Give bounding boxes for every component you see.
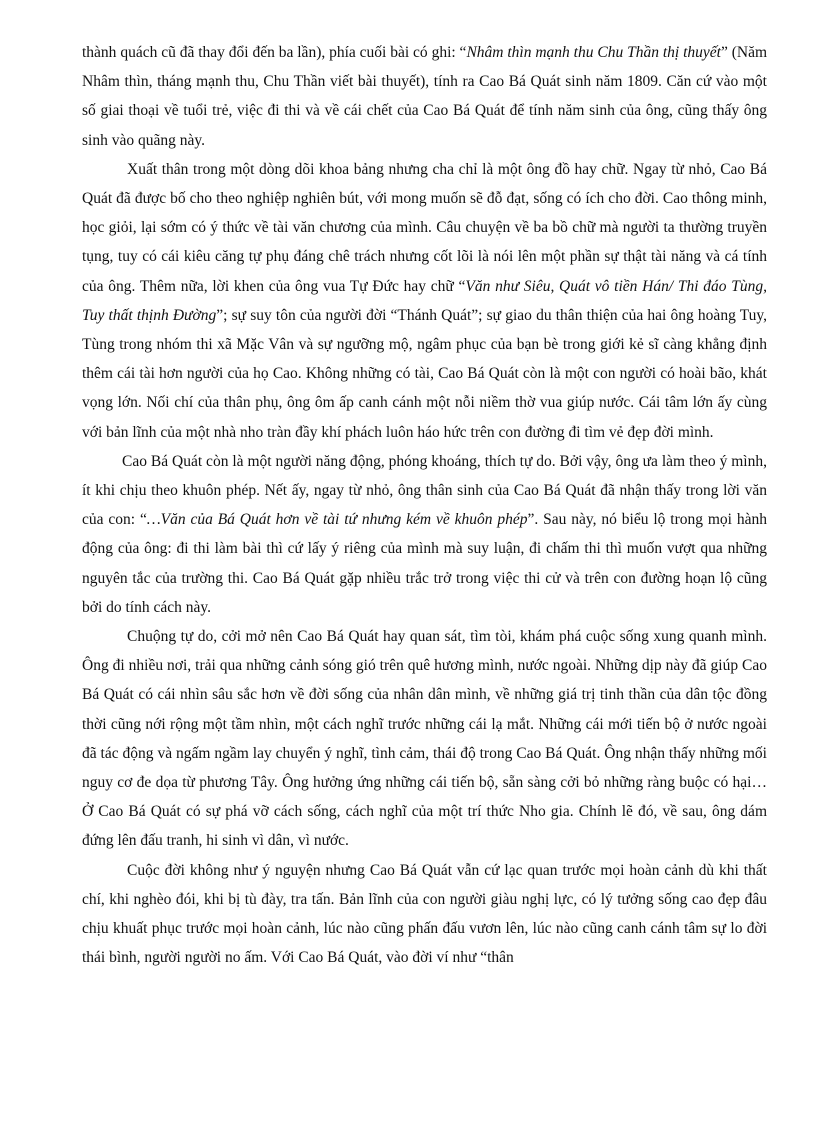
- text-run: ”. Sau này, nó biểu lộ trong mọi hành động của ông: đi thi làm bài thì cứ lấy ý riêng của mình mà suy luận, đi chấm thi thì muốn vượt qua những nguyên tắc của trường thi. Cao Bá Quát gặp nhiều trắc trở trong việc thi cử và trên con đường hoạn lộ cũng bởi do tính cách này.: [82, 511, 767, 616]
- text-run: Chuộng tự do, cởi mở nên Cao Bá Quát hay quan sát, tìm tòi, khám phá cuộc sống xung quanh mình. Ông đi nhiều nơi, trải qua những cảnh sóng gió trên quê hương mình, nước ngoài. Những dịp này đã giúp Cao Bá Quát có cái nhìn sâu sắc hơn về đời sống của nhân dân mình, về những giá trị tinh thần của dân tộc đồng thời cũng nới rộng một tầm nhìn, một cách nghĩ trước những cái lạ mắt. Những cái mới tiến bộ ở nước ngoài đã tác động và ngấm ngầm lay chuyển ý nghĩ, tình cảm, thái độ trong Cao Bá Quát. Ông nhận thấy những mối nguy cơ đe dọa từ phương Tây. Ông hưởng ứng những cái tiến bộ, sẵn sàng cởi bỏ những ràng buộc có hại… Ở Cao Bá Quát có sự phá vỡ cách sống, cách nghĩ của một trí thức Nho gia. Chính lẽ đó, về sau, ông dám đứng lên đấu tranh, hi sinh vì dân, vì nước.: [82, 628, 767, 850]
- text-run: thành quách cũ đã thay đổi đến ba lần), phía cuối bài có ghi: “: [82, 44, 467, 61]
- text-run: Xuất thân trong một dòng dõi khoa bảng nhưng cha chỉ là một ông đồ hay chữ. Ngay từ nhỏ, Cao Bá Quát đã được bố cho theo nghiệp nghiên bút, với mong muốn sẽ đỗ đạt, sống có ích cho đời. Cao thông minh, học giỏi, lại sớm có ý thức về tài văn chương của mình. Câu chuyện về ba bồ chữ mà người ta thường truyền tụng, tuy có cái kiêu căng tự phụ đáng chê trách nhưng cốt lõi là nói lên một phần sự thật tài năng và cá tính của ông. Thêm nữa, lời khen của ông vua Tự Đức hay chữ “: [82, 160, 767, 295]
- paragraph: [82, 447, 767, 622]
- text-run: Cao Bá Quát còn là một người năng động, phóng khoáng, thích tự do. Bởi vậy, ông ưa làm theo ý mình, ít khi chịu theo khuôn phép. Nết ấy, ngay từ nhỏ, ông thân sinh của Cao Bá Quát đã nhận thấy trong lời văn của con: “: [82, 452, 767, 529]
- text-run: Cuộc đời không như ý nguyện nhưng Cao Bá Quát vẫn cứ lạc quan trước mọi hoàn cảnh dù khi thất chí, khi nghèo đói, khi bị tù đày, tra tấn. Bản lĩnh của con người giàu nghị lực, có lý tưởng sống cao đẹp đâu chịu khuất phục trước mọi hoàn cảnh, lúc nào cũng phấn đấu vươn lên, lúc nào cũng canh cánh tâm sự lo đời thái bình, người người no ấm. Với Cao Bá Quát, vào đời ví như “thân: [82, 861, 767, 967]
- paragraph: [82, 622, 767, 856]
- paragraph: [82, 155, 767, 447]
- italic-quote: Văn như Siêu, Quát vô tiền Hán/ Thi đáo Tùng, Tuy thất thịnh Đường: [82, 277, 767, 324]
- italic-quote: …Văn của Bá Quát hơn về tài tứ nhưng kém về khuôn phép: [146, 511, 528, 529]
- body-text: [82, 38, 767, 973]
- italic-quote: Nhâm thìn mạnh thu Chu Thần thị thuyết: [466, 44, 721, 61]
- text-run: ”; sự suy tôn của người đời “Thánh Quát”; sự giao du thân thiện của hai ông hoàng Tuy, Tùng trong nhóm thi xã Mặc Vân và sự ngưỡng mộ, ngâm phục của bạn bè trong giới kẻ sĩ càng khẳng định thêm cái tài hơn người của họ Cao. Không những có tài, Cao Bá Quát còn là một con người có hoài bão, khát vọng lớn. Nối chí của thân phụ, ông ôm ấp canh cánh một nỗi niềm thờ vua giúp nước. Cái tâm lớn ấy cùng với bản lĩnh của một nhà nho tràn đầy khí phách luôn háo hức trên con đường đi tìm vẻ đẹp đời mình.: [82, 306, 767, 441]
- text-run: ” (Năm Nhâm thìn, tháng mạnh thu, Chu Thần viết bài thuyết), tính ra Cao Bá Quát sinh năm 1809. Căn cứ vào một số giai thoại về tuổi trẻ, việc đi thi và về cái chết của Cao Bá Quát để tính năm sinh của ông, cũng thấy ông sinh vào quãng này.: [82, 44, 768, 149]
- paragraph: [82, 856, 767, 973]
- paragraph: [82, 38, 767, 155]
